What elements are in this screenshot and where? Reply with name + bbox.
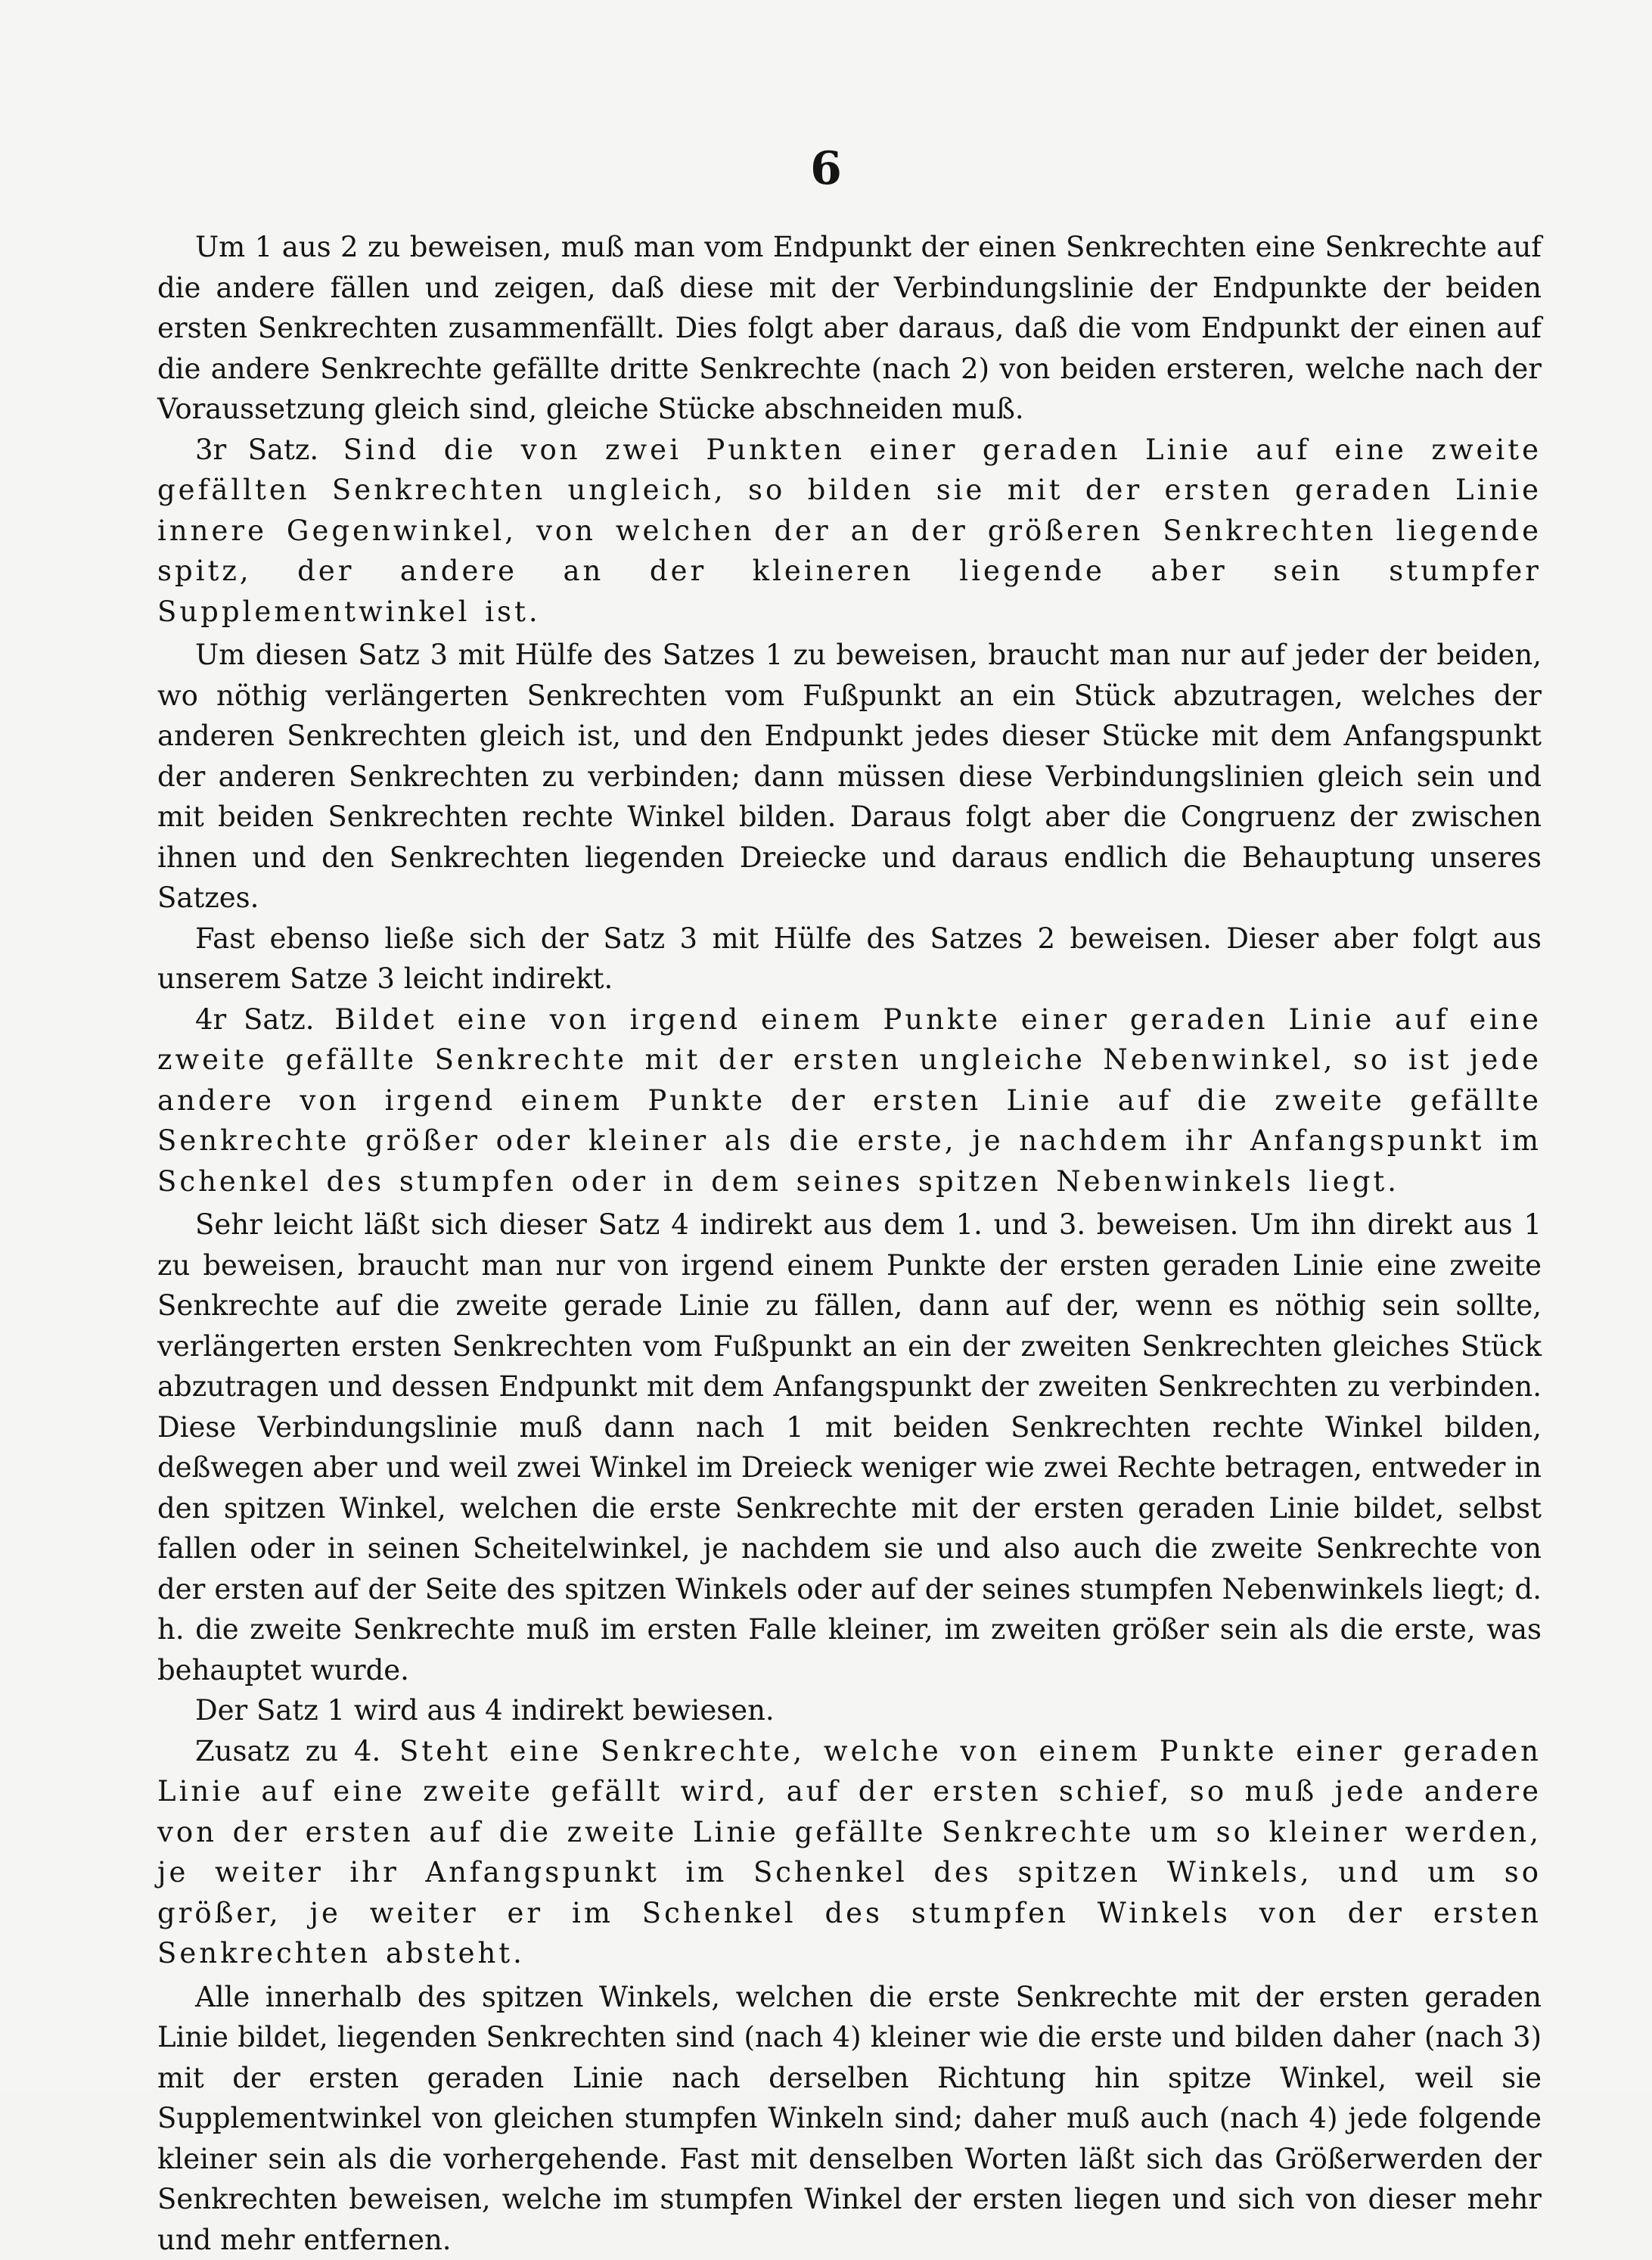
paragraph-proof-corollary [157,1977,1542,2260]
paragraph-text: Der Satz 1 wird aus 4 indirekt bewiesen. [195,1694,775,1727]
corollary-4 [157,1731,1542,1974]
theorem-text: Bildet eine von irgend einem Punkte einer geraden Linie auf eine zweite gefällte Senkrechte mit der ersten ungleiche Nebenwinkel, so ist jede andere von irgend einem Punkte der ersten Linie auf die zweite gefällte Senkrechte größer oder kleiner als die erste, je nachdem ihr Anfangspunkt im Schenkel des stumpfen oder in dem seines spitzen Nebenwinkels liegt. [157,1003,1542,1198]
corollary-label: Zusatz zu 4. [195,1735,380,1767]
theorem-4 [157,999,1542,1202]
paragraph-text: Sehr leicht läßt sich dieser Satz 4 indirekt aus dem 1. und 3. beweisen. Um ihn direkt aus 1 zu beweisen, braucht man nur von irgend einem Punkte der ersten geraden Linie eine zweite Senkrechte auf die zweite gerade Linie zu fällen, dann auf der, wenn es nöthig sein sollte, verlängerten ersten Senkrechten vom Fußpunkt an ein der zweiten Senkrechten gleiches Stück abzutragen und dessen Endpunkt mit dem Anfangspunkt der zweiten Senkrechten zu verbinden. Diese Verbindungslinie muß dann nach 1 mit beiden Senkrechten rechte Winkel bilden, deßwegen aber und weil zwei Winkel im Dreieck weniger wie zwei Rechte betragen, entweder in den spitzen Winkel, welchen die erste Senkrechte mit der ersten geraden Linie bildet, selbst fallen oder in seinen Scheitelwinkel, je nachdem sie und also auch die zweite Senkrechte von der ersten auf der Seite des spitzen Winkels oder auf der seines stumpfen Nebenwinkels liegt; d. h. die zweite Senkrechte muß im ersten Falle kleiner, im zweiten größer sein als die erste, was behauptet wurde. [157,1208,1542,1686]
paragraph-proof-1-from-2 [157,227,1542,430]
theorem-label: 4r Satz. [195,1003,315,1036]
paragraph-remark-3 [157,919,1542,999]
paragraph-proof-4 [157,1205,1542,1690]
paragraph-text: Fast ebenso ließe sich der Satz 3 mit Hülfe des Satzes 2 beweisen. Dieser aber folgt aus unserem Satze 3 leicht indirekt. [157,922,1542,996]
paragraph-text: Alle innerhalb des spitzen Winkels, welchen die erste Senkrechte mit der ersten geraden Linie bildet, liegenden Senkrechten sind (nach 4) kleiner wie die erste und bilden daher (nach 3) mit der ersten geraden Linie nach derselben Richtung hin spitze Winkel, weil sie Supplementwinkel von gleichen stumpfen Winkeln sind; daher muß auch (nach 4) jede folgende kleiner sein als die vorhergehende. Fast mit denselben Worten läßt sich das Größerwerden der Senkrechten beweisen, welche im stumpfen Winkel der ersten liegen und sich von dieser mehr und mehr entfernen. [157,1981,1542,2256]
body-text [157,227,1542,2260]
corollary-text: Steht eine Senkrechte, welche von einem Punkte einer geraden Linie auf eine zweite gefällt wird, auf der ersten schief, so muß jede andere von der ersten auf die zweite Linie gefällte Senkrechte um so kleiner werden, je weiter ihr Anfangspunkt im Schenkel des spitzen Winkels, und um so größer, je weiter er im Schenkel des stumpfen Winkels von der ersten Senkrechten absteht. [157,1735,1542,1970]
page-number: 6 [0,142,1652,195]
theorem-text: Sind die von zwei Punkten einer geraden Linie auf eine zweite gefällten Senkrechten ungleich, so bilden sie mit der ersten geraden Linie innere Gegenwinkel, von welchen der an der größeren Senkrechten liegende spitz, der andere an der kleineren liegende aber sein stumpfer Supplementwinkel ist. [157,434,1542,628]
paragraph-text: Um 1 aus 2 zu beweisen, muß man vom Endpunkt der einen Senkrechten eine Senkrechte auf die andere fällen und zeigen, daß diese mit der Verbindungslinie der Endpunkte der beiden ersten Senkrechten zusammenfällt. Dies folgt aber daraus, daß die vom Endpunkt der einen auf die andere Senkrechte gefällte dritte Senkrechte (nach 2) von beiden ersteren, welche nach der Voraussetzung gleich sind, gleiche Stücke abschneiden muß. [157,231,1542,425]
paragraph-theorem-1-indirect [157,1690,1542,1731]
theorem-3 [157,430,1542,633]
theorem-label: 3r Satz. [195,434,318,466]
paragraph-text: Um diesen Satz 3 mit Hülfe des Satzes 1 zu beweisen, braucht man nur auf jeder der beiden, wo nöthig verlängerten Senkrechten vom Fußpunkt an ein Stück abzutragen, welches der anderen Senkrechten gleich ist, und den Endpunkt jedes dieser Stücke mit dem Anfangspunkt der anderen Senkrechten zu verbinden; dann müssen diese Verbindungslinien gleich sein und mit beiden Senkrechten rechte Winkel bilden. Daraus folgt aber die Congruenz der zwischen ihnen und den Senkrechten liegenden Dreiecke und daraus endlich die Behauptung unseres Satzes. [157,639,1542,914]
paragraph-proof-3 [157,635,1542,919]
